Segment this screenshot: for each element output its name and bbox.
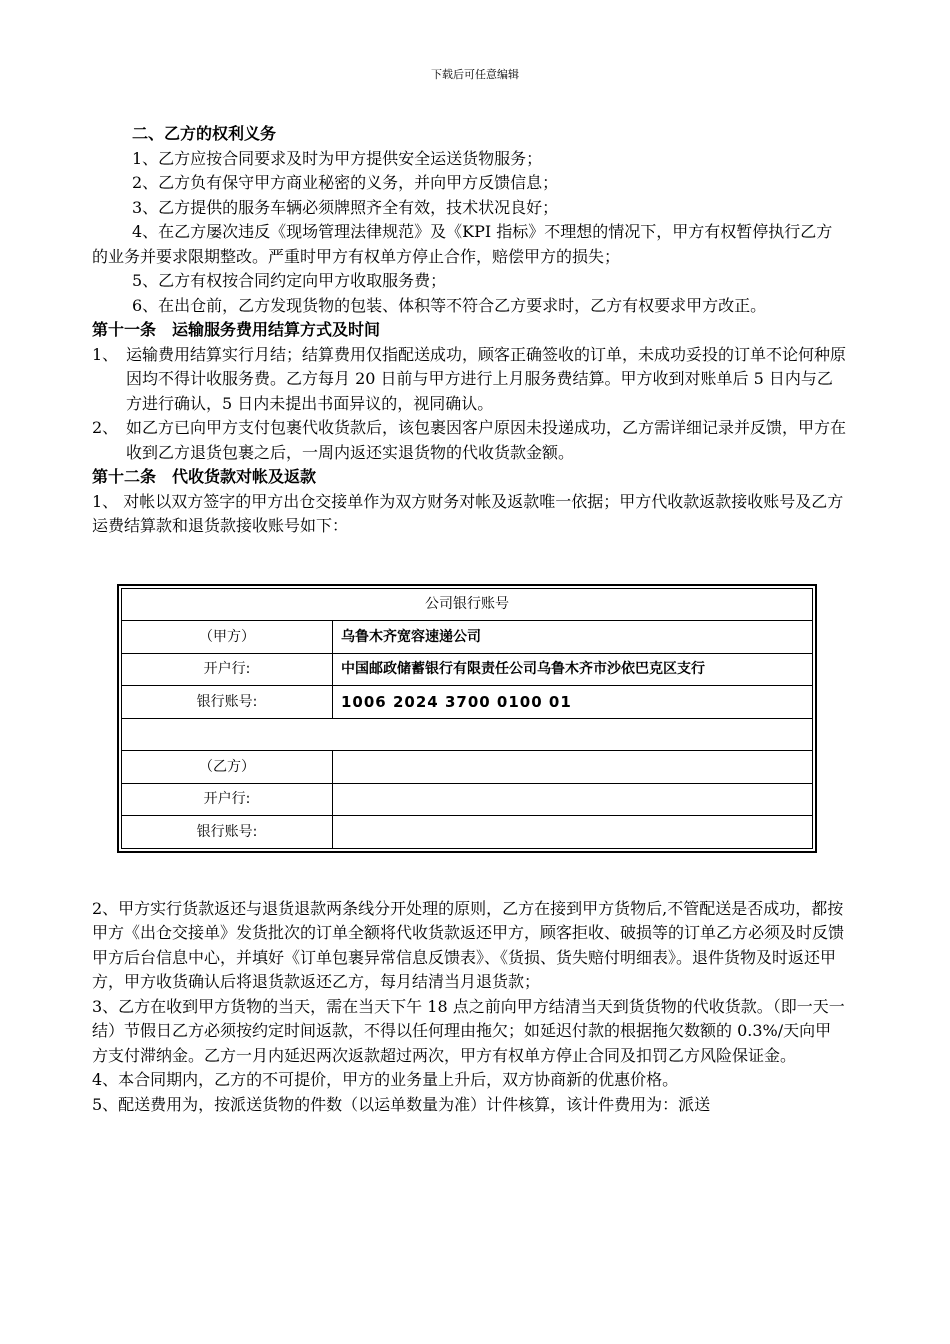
table-row [122,718,813,751]
section-item: 4、在乙方屡次违反《现场管理法律规范》及《KPI 指标》不理想的情况下，甲方有权暂停执行乙方的业务并要求限期整改。严重时甲方有权单方停止合作，赔偿甲方的损失； [92,222,833,266]
party-a-bank: 中国邮政储蓄银行有限责任公司乌鲁木齐市沙依巴克区支行 [333,653,813,686]
article-title: 第十二条 代收货款对帐及返款 [92,467,317,486]
section-item: 2、乙方负有保守甲方商业秘密的义务，并向甲方反馈信息； [132,173,559,192]
article-item: 1、 对帐以双方签字的甲方出仓交接单作为双方财务对帐及返款唯一依据；甲方代收款返款接收账号及乙方运费结算款和退货款接收账号如下： [92,491,844,535]
article-paragraph: 3、乙方在收到甲方货物的当天，需在当天下午 18 点之前向甲方结清当天到货货物的代收货款。（即一天一结）节假日乙方必须按约定时间返款，不得以任何理由拖欠；如延迟付款的根据拖欠数额的 0.3%/天向甲方支付滞纳金。乙方一月内延迟两次返款超过两次，甲方有权单方停止合同及扣罚乙方风险保证金。 [92,996,845,1065]
section-item: 5、乙方有权按合同约定向甲方收取服务费； [132,271,447,290]
party-a-name: 乌鲁木齐宽容速递公司 [333,621,813,654]
table-row [122,816,813,849]
party-b-label: （乙方） [122,751,333,784]
article-title: 第十一条 运输服务费用结算方式及时间 [92,320,381,339]
article-paragraph: 2、甲方实行货款返还与退货退款两条线分开处理的原则，乙方在接到甲方货物后,不管配送是否成功，都按甲方《出仓交接单》发货批次的订单全额将代收货款返还甲方，顾客拒收、破损等的订单乙方必须及时反馈甲方后台信息中心，并填好《订单包裹异常信息反馈表》、《货损、货失赔付明细表》。退件货物及时返还甲方，甲方收货确认后将退货款返还乙方，每月结清当月退货款； [92,898,845,991]
document-body [92,122,847,1117]
account-label: 银行账号: [122,686,333,719]
table-row [122,653,813,686]
section-item: 3、乙方提供的服务车辆必须牌照齐全有效，技术状况良好； [132,197,559,217]
item-text: 运输费用结算实行月结；结算费用仅指配送成功，顾客正确签收的订单，未成功妥投的订单不论何种原因均不得计收服务费。乙方每月 20 日前与甲方进行上月服务费结算。甲方收到对账单后 5 日内与乙方进行确认，5 日内未提出书面异议的，视同确认。 [126,344,847,413]
item-number: 2、 [92,418,119,437]
article-item [92,416,847,465]
account-label: 银行账号: [122,816,333,849]
party-a-label: （甲方） [122,621,333,654]
table-row [122,621,813,654]
table-row [122,783,813,816]
party-b-name [333,751,813,784]
section-item: 1、乙方应按合同要求及时为甲方提供安全运送货物服务； [132,148,543,168]
bank-label: 开户行: [122,653,333,686]
empty-row [122,718,813,751]
article-item [92,343,847,417]
bank-label: 开户行: [122,783,333,816]
section-item: 6、在出仓前，乙方发现货物的包装、体积等不符合乙方要求时，乙方有权要求甲方改正。 [132,295,767,315]
item-number: 1、 [92,344,119,364]
party-b-bank [333,783,813,816]
bank-account-table [117,584,817,853]
page-header: 下载后可任意编辑 [431,68,519,81]
item-text: 如乙方已向甲方支付包裹代收货款后，该包裹因客户原因未投递成功，乙方需详细记录并反馈，甲方在收到乙方退货包裹之后，一周内返还实退货物的代收货款金额。 [126,418,847,462]
table-row [122,751,813,784]
party-a-account: 1006 2024 3700 0100 01 [333,686,813,719]
article-paragraph: 5、配送费用为，按派送货物的件数（以运单数量为准）计件核算，该计件费用为：派送 [92,1094,711,1114]
table-caption: 公司银行账号 [122,588,813,621]
section-title: 二、乙方的权利义务 [132,124,277,143]
party-b-account [333,816,813,849]
article-paragraph: 4、本合同期内，乙方的不可提价，甲方的业务量上升后，双方协商新的优惠价格。 [92,1070,679,1089]
table-row [122,686,813,719]
